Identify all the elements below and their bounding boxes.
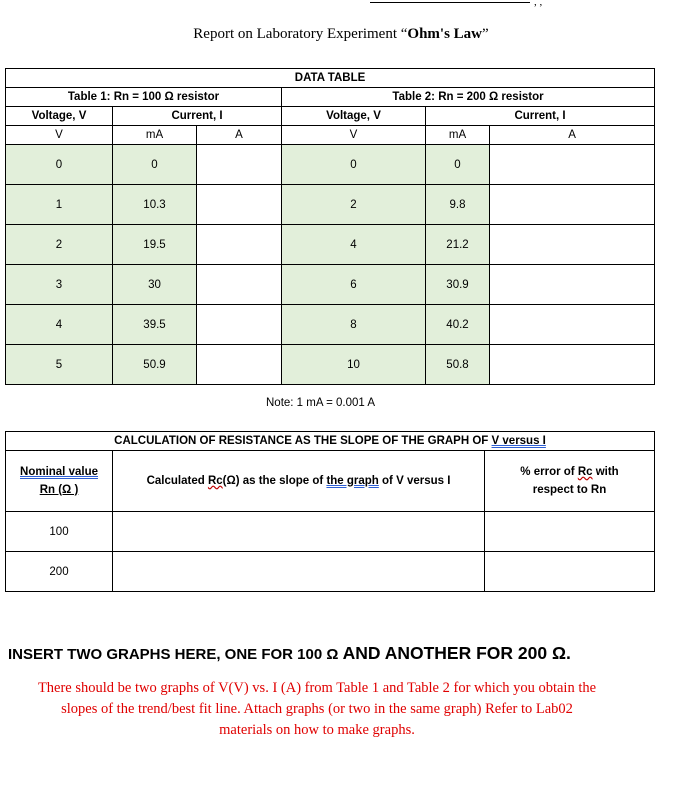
t1-voltage-cell: 5 <box>6 345 113 385</box>
signature-line <box>370 2 530 3</box>
table-row <box>6 345 655 385</box>
t1-ma-cell: 0 <box>113 145 197 185</box>
t1-voltage-cell: 4 <box>6 305 113 345</box>
data-table-title: DATA TABLE <box>6 69 655 88</box>
t2-a-cell[interactable] <box>490 305 655 345</box>
calc-label-mid: (Ω) as the slope of <box>222 475 327 487</box>
nominal-header <box>6 451 113 512</box>
t2-a-cell[interactable] <box>490 345 655 385</box>
nominal-cell: 200 <box>6 552 113 592</box>
error-cell[interactable] <box>485 512 655 552</box>
t2-voltage-cell: 10 <box>282 345 426 385</box>
t2-a-cell[interactable] <box>490 225 655 265</box>
title-suffix: ” <box>482 26 489 42</box>
instructions-line-1: There should be two graphs of V(V) vs. I (A) from Table 1 and Table 2 for which you obtain the <box>37 680 597 696</box>
nominal-label-1: Nominal value <box>20 466 98 478</box>
calculated-header <box>113 451 485 512</box>
t2-voltage-cell: 6 <box>282 265 426 305</box>
t1-ma-cell: 10.3 <box>113 185 197 225</box>
t2-voltage-cell: 4 <box>282 225 426 265</box>
t2-a-cell[interactable] <box>490 185 655 225</box>
t2-a-cell[interactable] <box>490 265 655 305</box>
nominal-cell: 100 <box>6 512 113 552</box>
error-label-prefix: % error of <box>520 466 578 478</box>
t1-voltage-cell: 1 <box>6 185 113 225</box>
table1-voltage-header: Voltage, V <box>6 107 113 126</box>
calc-label-prefix: Calculated <box>146 475 208 487</box>
insert-part-2: AND ANOTHER FOR 200 Ω. <box>342 643 571 663</box>
calculated-cell[interactable] <box>113 552 485 592</box>
insert-graphs-heading <box>8 643 571 664</box>
table2-unit-ma: mA <box>426 126 490 145</box>
t1-ma-cell: 50.9 <box>113 345 197 385</box>
calc-table <box>5 431 655 592</box>
t2-ma-cell: 9.8 <box>426 185 490 225</box>
header-marks: , , <box>534 0 543 8</box>
t1-a-cell[interactable] <box>197 305 282 345</box>
table2-current-header: Current, I <box>426 107 655 126</box>
title-prefix: Report on Laboratory Experiment “ <box>193 26 408 42</box>
t2-voltage-cell: 2 <box>282 185 426 225</box>
t1-ma-cell: 19.5 <box>113 225 197 265</box>
t2-voltage-cell: 0 <box>282 145 426 185</box>
table2-unit-v: V <box>282 126 426 145</box>
error-label-suffix: with <box>592 466 619 478</box>
t1-ma-cell: 30 <box>113 265 197 305</box>
t2-ma-cell: 21.2 <box>426 225 490 265</box>
t1-a-cell[interactable] <box>197 225 282 265</box>
table1-unit-v: V <box>6 126 113 145</box>
table2-voltage-header: Voltage, V <box>282 107 426 126</box>
table-row <box>6 145 655 185</box>
table1-title: Table 1: Rn = 100 Ω resistor <box>6 88 282 107</box>
calc-table-title <box>6 432 655 451</box>
instructions-line-3: materials on how to make graphs. <box>219 722 415 738</box>
page-title <box>0 26 682 43</box>
calculated-cell[interactable] <box>113 512 485 552</box>
t2-a-cell[interactable] <box>490 145 655 185</box>
t1-a-cell[interactable] <box>197 145 282 185</box>
t1-a-cell[interactable] <box>197 345 282 385</box>
error-header <box>485 451 655 512</box>
error-label-rc: Rc <box>577 466 593 478</box>
nominal-label-2: Rn (Ω ) <box>39 484 79 496</box>
table-row <box>6 225 655 265</box>
table2-title: Table 2: Rn = 200 Ω resistor <box>282 88 655 107</box>
t1-voltage-cell: 3 <box>6 265 113 305</box>
table-row <box>6 265 655 305</box>
calc-title-prefix: CALCULATION OF RESISTANCE AS THE SLOPE OF THE GRAPH OF <box>114 435 492 447</box>
table-row <box>6 305 655 345</box>
t1-voltage-cell: 0 <box>6 145 113 185</box>
t2-ma-cell: 0 <box>426 145 490 185</box>
error-cell[interactable] <box>485 552 655 592</box>
table1-unit-ma: mA <box>113 126 197 145</box>
instructions-line-2: slopes of the trend/best fit line. Attach graphs (or two in the same graph) Refer to Lab02 <box>61 701 573 717</box>
table1-unit-a: A <box>197 126 282 145</box>
title-bold: Ohm's Law <box>407 26 483 42</box>
table1-current-header: Current, I <box>113 107 282 126</box>
table-row <box>6 512 655 552</box>
table2-unit-a: A <box>490 126 655 145</box>
table-row <box>6 185 655 225</box>
t1-a-cell[interactable] <box>197 185 282 225</box>
table-row <box>6 552 655 592</box>
error-label-2: respect to Rn <box>532 484 607 496</box>
t2-ma-cell: 30.9 <box>426 265 490 305</box>
calc-title-versus: V versus I <box>491 435 546 447</box>
t1-ma-cell: 39.5 <box>113 305 197 345</box>
graph-instructions <box>0 678 634 741</box>
t2-ma-cell: 50.8 <box>426 345 490 385</box>
calc-label-rc: Rc <box>207 475 223 487</box>
insert-part-1: INSERT TWO GRAPHS HERE, ONE FOR 100 Ω <box>8 646 343 663</box>
calc-label-suffix: of V versus I <box>378 475 451 487</box>
calc-label-graph: the graph <box>326 475 379 487</box>
t1-voltage-cell: 2 <box>6 225 113 265</box>
t2-ma-cell: 40.2 <box>426 305 490 345</box>
data-table <box>5 68 655 385</box>
t2-voltage-cell: 8 <box>282 305 426 345</box>
t1-a-cell[interactable] <box>197 265 282 305</box>
unit-note: Note: 1 mA = 0.001 A <box>266 397 376 409</box>
